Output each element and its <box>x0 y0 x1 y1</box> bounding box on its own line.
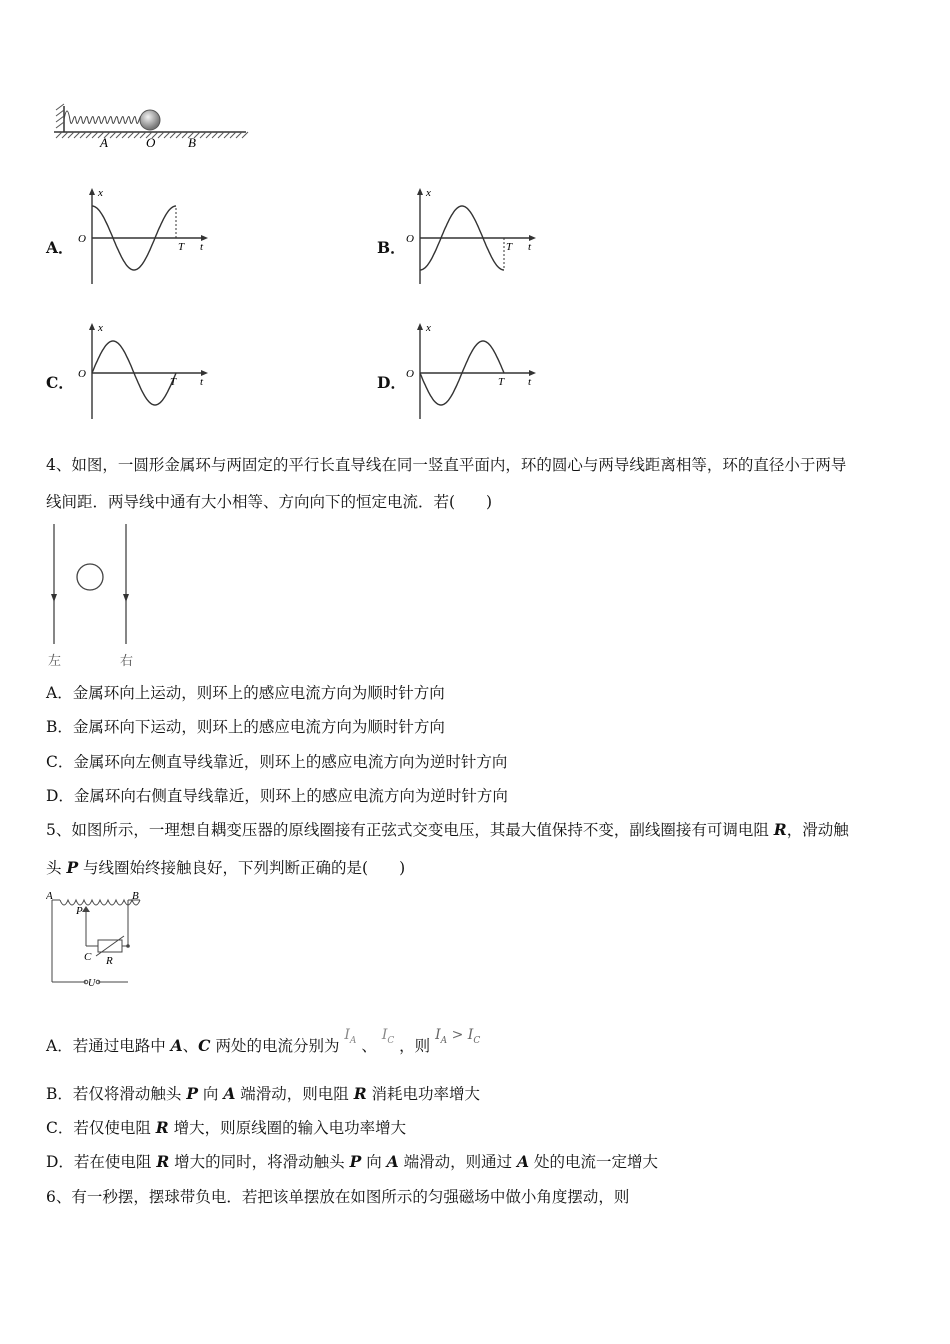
q5-option-c: C．若仅使电阻 R 增大，则原线圈的输入电功率增大 <box>46 1118 407 1137</box>
q3-option-c-graph <box>72 321 212 423</box>
spring-label-o: O <box>146 135 156 150</box>
origin-label: O <box>78 233 86 245</box>
spring-oscillator-figure <box>48 100 253 152</box>
x-axis-label: x <box>98 322 103 334</box>
t-axis-label: t <box>528 241 532 253</box>
origin-label: O <box>406 368 414 380</box>
oscillator-ball <box>140 110 160 130</box>
x-axis-label: x <box>426 187 431 199</box>
q5-option-b: B．若仅将滑动触头 P 向 A 端滑动，则电阻 R 消耗电功率增大 <box>46 1084 481 1103</box>
q4-option-c: C．金属环向左侧直导线靠近，则环上的感应电流方向为逆时针方向 <box>46 753 508 771</box>
q4-option-b: B．金属环向下运动，则环上的感应电流方向为顺时针方向 <box>46 718 445 736</box>
q3-option-b-letter: B． <box>377 238 406 257</box>
x-axis-arrow <box>89 188 95 195</box>
period-label: T <box>498 376 505 388</box>
spring-label-b: B <box>188 135 196 150</box>
period-label: T <box>178 241 185 253</box>
q5-option-a: A．若通过电路中 A、C 两处的电流分别为 $I_A$ 、 $I_C$ ，则 $I_A > I_C$ <box>46 1027 481 1055</box>
q5-stem-line1: 5、如图所示，一理想自耦变压器的原线圈接有正弦式交变电压，其最大值保持不变，副线圈接有可调电阻 R，滑动触 <box>46 820 849 839</box>
spring-label-a: A <box>100 135 108 150</box>
t-axis-label: t <box>528 376 532 388</box>
q3-option-d-letter: D． <box>377 373 406 392</box>
spring-coil <box>64 111 148 123</box>
label-right: 右 <box>120 653 134 668</box>
q3-option-b-graph <box>400 186 540 288</box>
svg-text:A: A <box>46 890 53 902</box>
q4-stem-line2: 线间距．两导线中通有大小相等、方向向下的恒定电流．若( ) <box>46 493 493 511</box>
label-left: 左 <box>48 653 62 668</box>
x-axis-arrow <box>89 323 95 330</box>
q4-option-a: A．金属环向上运动，则环上的感应电流方向为顺时针方向 <box>46 684 445 702</box>
q5-option-d: D．若在使电阻 R 增大的同时，将滑动触头 P 向 A 端滑动，则通过 A 处的电流一定增大 <box>46 1152 658 1171</box>
period-label: T <box>506 241 513 253</box>
x-axis-label: x <box>98 187 103 199</box>
left-current-arrow <box>51 594 57 602</box>
q3-option-c-letter: C． <box>46 373 74 392</box>
q4-wires-ring-figure <box>44 522 144 672</box>
svg-text:P: P <box>76 905 83 917</box>
svg-text:U: U <box>88 978 96 989</box>
q6-stem-line1: 6、有一秒摆，摆球带负电．若把该单摆放在如图所示的匀强磁场中做小角度摆动，则 <box>46 1188 630 1206</box>
q5-autotransformer-figure <box>46 890 146 992</box>
x-axis-label: x <box>426 322 431 334</box>
q3-option-a-graph <box>72 186 212 288</box>
right-current-arrow <box>123 594 129 602</box>
q4-stem-line1: 4、如图，一圆形金属环与两固定的平行长直导线在同一竖直平面内，环的圆心与两导线距离相等，环的直径小于两导 <box>46 456 847 474</box>
svg-text:R: R <box>106 955 113 967</box>
q5-stem-line2: 头 P 与线圈始终接触良好，下列判断正确的是( ) <box>46 858 406 877</box>
q3-option-d-graph <box>400 321 540 423</box>
svg-text:B: B <box>132 890 139 902</box>
metal-ring <box>77 564 103 590</box>
slider-contact-p <box>82 906 90 912</box>
period-label: T <box>170 376 177 388</box>
t-axis-label: t <box>200 241 204 253</box>
t-axis-label: t <box>200 376 204 388</box>
origin-label: O <box>406 233 414 245</box>
q4-option-d: D．金属环向右侧直导线靠近，则环上的感应电流方向为逆时针方向 <box>46 787 508 805</box>
x-axis-arrow <box>417 188 423 195</box>
x-axis-arrow <box>417 323 423 330</box>
q3-option-a-letter: A． <box>46 238 74 257</box>
svg-text:C: C <box>84 951 92 963</box>
origin-label: O <box>78 368 86 380</box>
